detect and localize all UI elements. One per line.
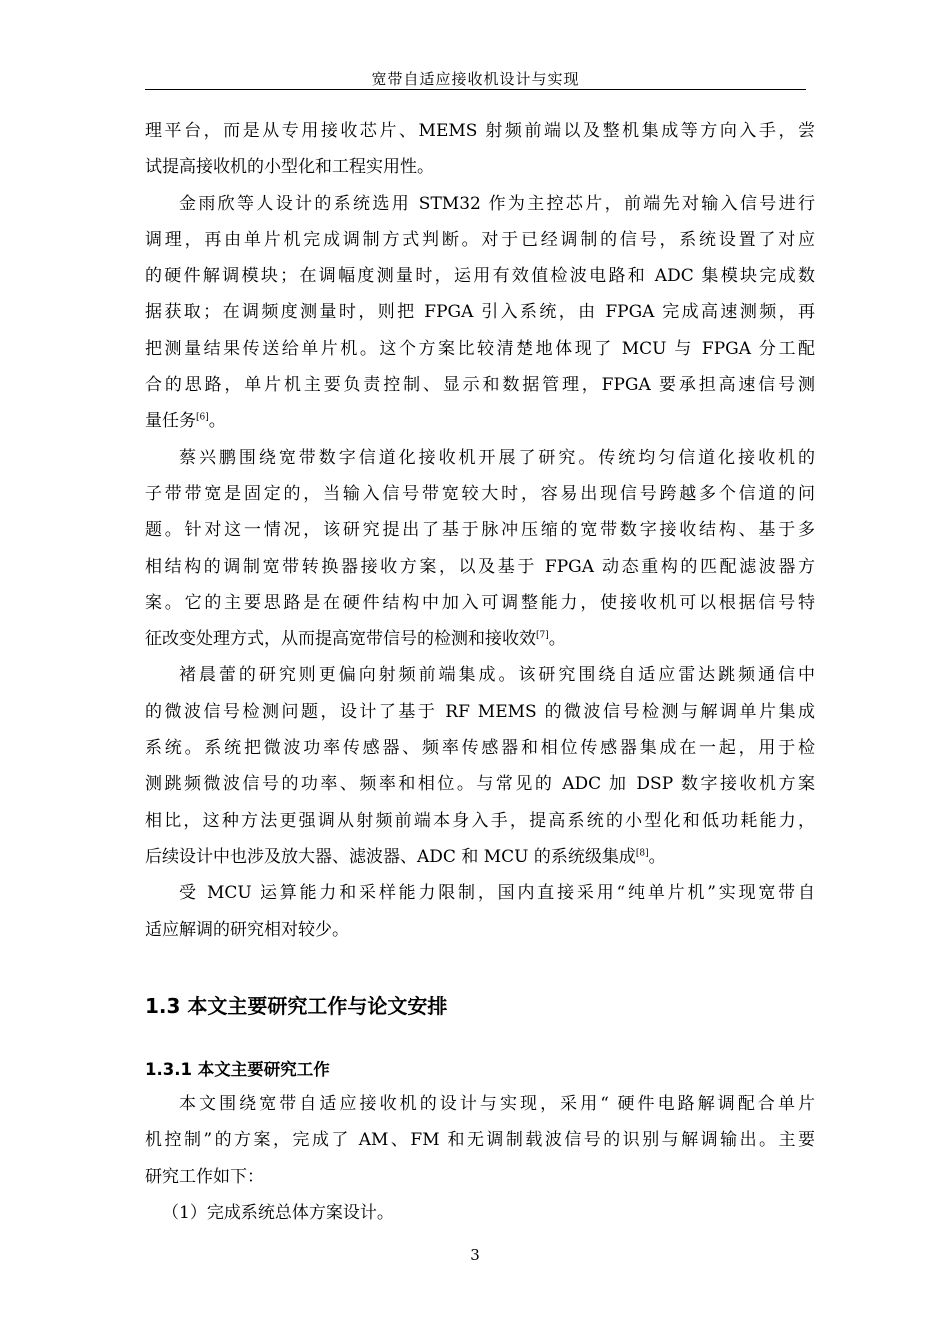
citation-marker: [8] — [635, 848, 649, 859]
text-line: 机控制”的方案，完成了 AM、FM 和无调制载波信号的识别与解调输出。主要 — [145, 1130, 815, 1151]
paragraph-cai-xingpeng — [145, 440, 815, 658]
page-number: 3 — [470, 1246, 480, 1264]
text-line: 本文围绕宽带自适应接收机的设计与实现，采用“ 硬件电路解调配合单片 — [179, 1094, 815, 1114]
list-item-text: （1）完成系统总体方案设计。 — [162, 1202, 394, 1223]
citation-marker: [6] — [196, 412, 209, 423]
paragraph-jin-yuxin — [145, 186, 815, 440]
text-line: 题。针对这一情况，该研究提出了基于脉冲压缩的宽带数字接收结构、基于多 — [145, 520, 815, 541]
text-line: 受 MCU 运算能力和采样能力限制，国内直接采用“纯单片机”实现宽带自 — [179, 883, 815, 904]
text-line: 试提高接收机的小型化和工程实用性。 — [145, 157, 434, 178]
text-line: 褚晨蕾的研究则更偏向射频前端集成。该研究围绕自适应雷达跳频通信中 — [179, 665, 815, 686]
header-rule — [145, 89, 806, 90]
paragraph-continuation — [145, 113, 815, 186]
text-line: 的微波信号检测问题，设计了基于 RF MEMS 的微波信号检测与解调单片集成 — [145, 701, 815, 722]
text-line: 案。它的主要思路是在硬件结构中加入可调整能力，使接收机可以根据信号特 — [145, 592, 815, 613]
text-line: 调理，再由单片机完成调制方式判断。对于已经调制的信号，系统设置了对应 — [145, 229, 815, 250]
text-line-with-citation — [145, 621, 815, 657]
text-fragment: 征改变处理方式，从而提高宽带信号的检测和接收效 — [145, 629, 536, 650]
text-line: 据获取；在调频度测量时，则把 FPGA 引入系统，由 FPGA 完成高速测频，再 — [145, 302, 815, 323]
subsection-heading: 1.3.1 本文主要研究工作 — [145, 1060, 330, 1079]
text-line: 金雨欣等人设计的系统选用 STM32 作为主控芯片，前端先对输入信号进行 — [179, 193, 815, 214]
text-line-with-citation — [145, 403, 815, 439]
text-fragment: 后续设计中也涉及放大器、滤波器、ADC 和 MCU 的系统级集成 — [145, 846, 636, 867]
text-line: 研究工作如下： — [145, 1166, 264, 1187]
text-line: 测跳频微波信号的功率、频率和相位。与常见的 ADC 加 DSP 数字接收机方案 — [145, 774, 815, 795]
list-item — [145, 1195, 815, 1231]
text-line: 的硬件解调模块；在调幅度测量时，运用有效值检波电路和 ADC 集模块完成数 — [145, 266, 815, 287]
paragraph-chu-chenlei — [145, 657, 815, 875]
text-line-with-citation — [145, 839, 815, 875]
text-line: 相结构的调制宽带转换器接收方案，以及基于 FPGA 动态重构的匹配滤波器方 — [145, 556, 815, 577]
text-line: 子带带宽是固定的，当输入信号带宽较大时，容易出现信号跨越多个信道的问 — [145, 483, 815, 504]
section-body — [145, 1086, 815, 1231]
citation-marker: [7] — [536, 630, 549, 641]
section-heading: 1.3 本文主要研究工作与论文安排 — [145, 994, 448, 1018]
paragraph-mcu-limitation — [145, 875, 815, 948]
text-line: 系统。系统把微波功率传感器、频率传感器和相位传感器集成在一起，用于检 — [145, 738, 815, 759]
body-text — [145, 113, 815, 948]
sentence-end: 。 — [208, 411, 226, 432]
paragraph-main-work — [145, 1086, 815, 1195]
text-line: 适应解调的研究相对较少。 — [145, 919, 349, 940]
running-header: 宽带自适应接收机设计与实现 — [371, 70, 580, 88]
text-line: 把测量结果传送给单片机。这个方案比较清楚地体现了 MCU 与 FPGA 分工配 — [145, 338, 815, 359]
sentence-end: 。 — [548, 629, 566, 650]
text-line: 相比，这种方法更强调从射频前端本身入手，提高系统的小型化和低功耗能力， — [145, 810, 815, 831]
text-line: 蔡兴鹏围绕宽带数字信道化接收机开展了研究。传统均匀信道化接收机的 — [179, 447, 815, 468]
text-line: 理平台，而是从专用接收芯片、MEMS 射频前端以及整机集成等方向入手，尝 — [145, 121, 815, 141]
sentence-end: 。 — [648, 846, 666, 867]
text-fragment: 量任务 — [145, 411, 196, 432]
text-line: 合的思路，单片机主要负责控制、显示和数据管理，FPGA 要承担高速信号测 — [145, 375, 815, 396]
